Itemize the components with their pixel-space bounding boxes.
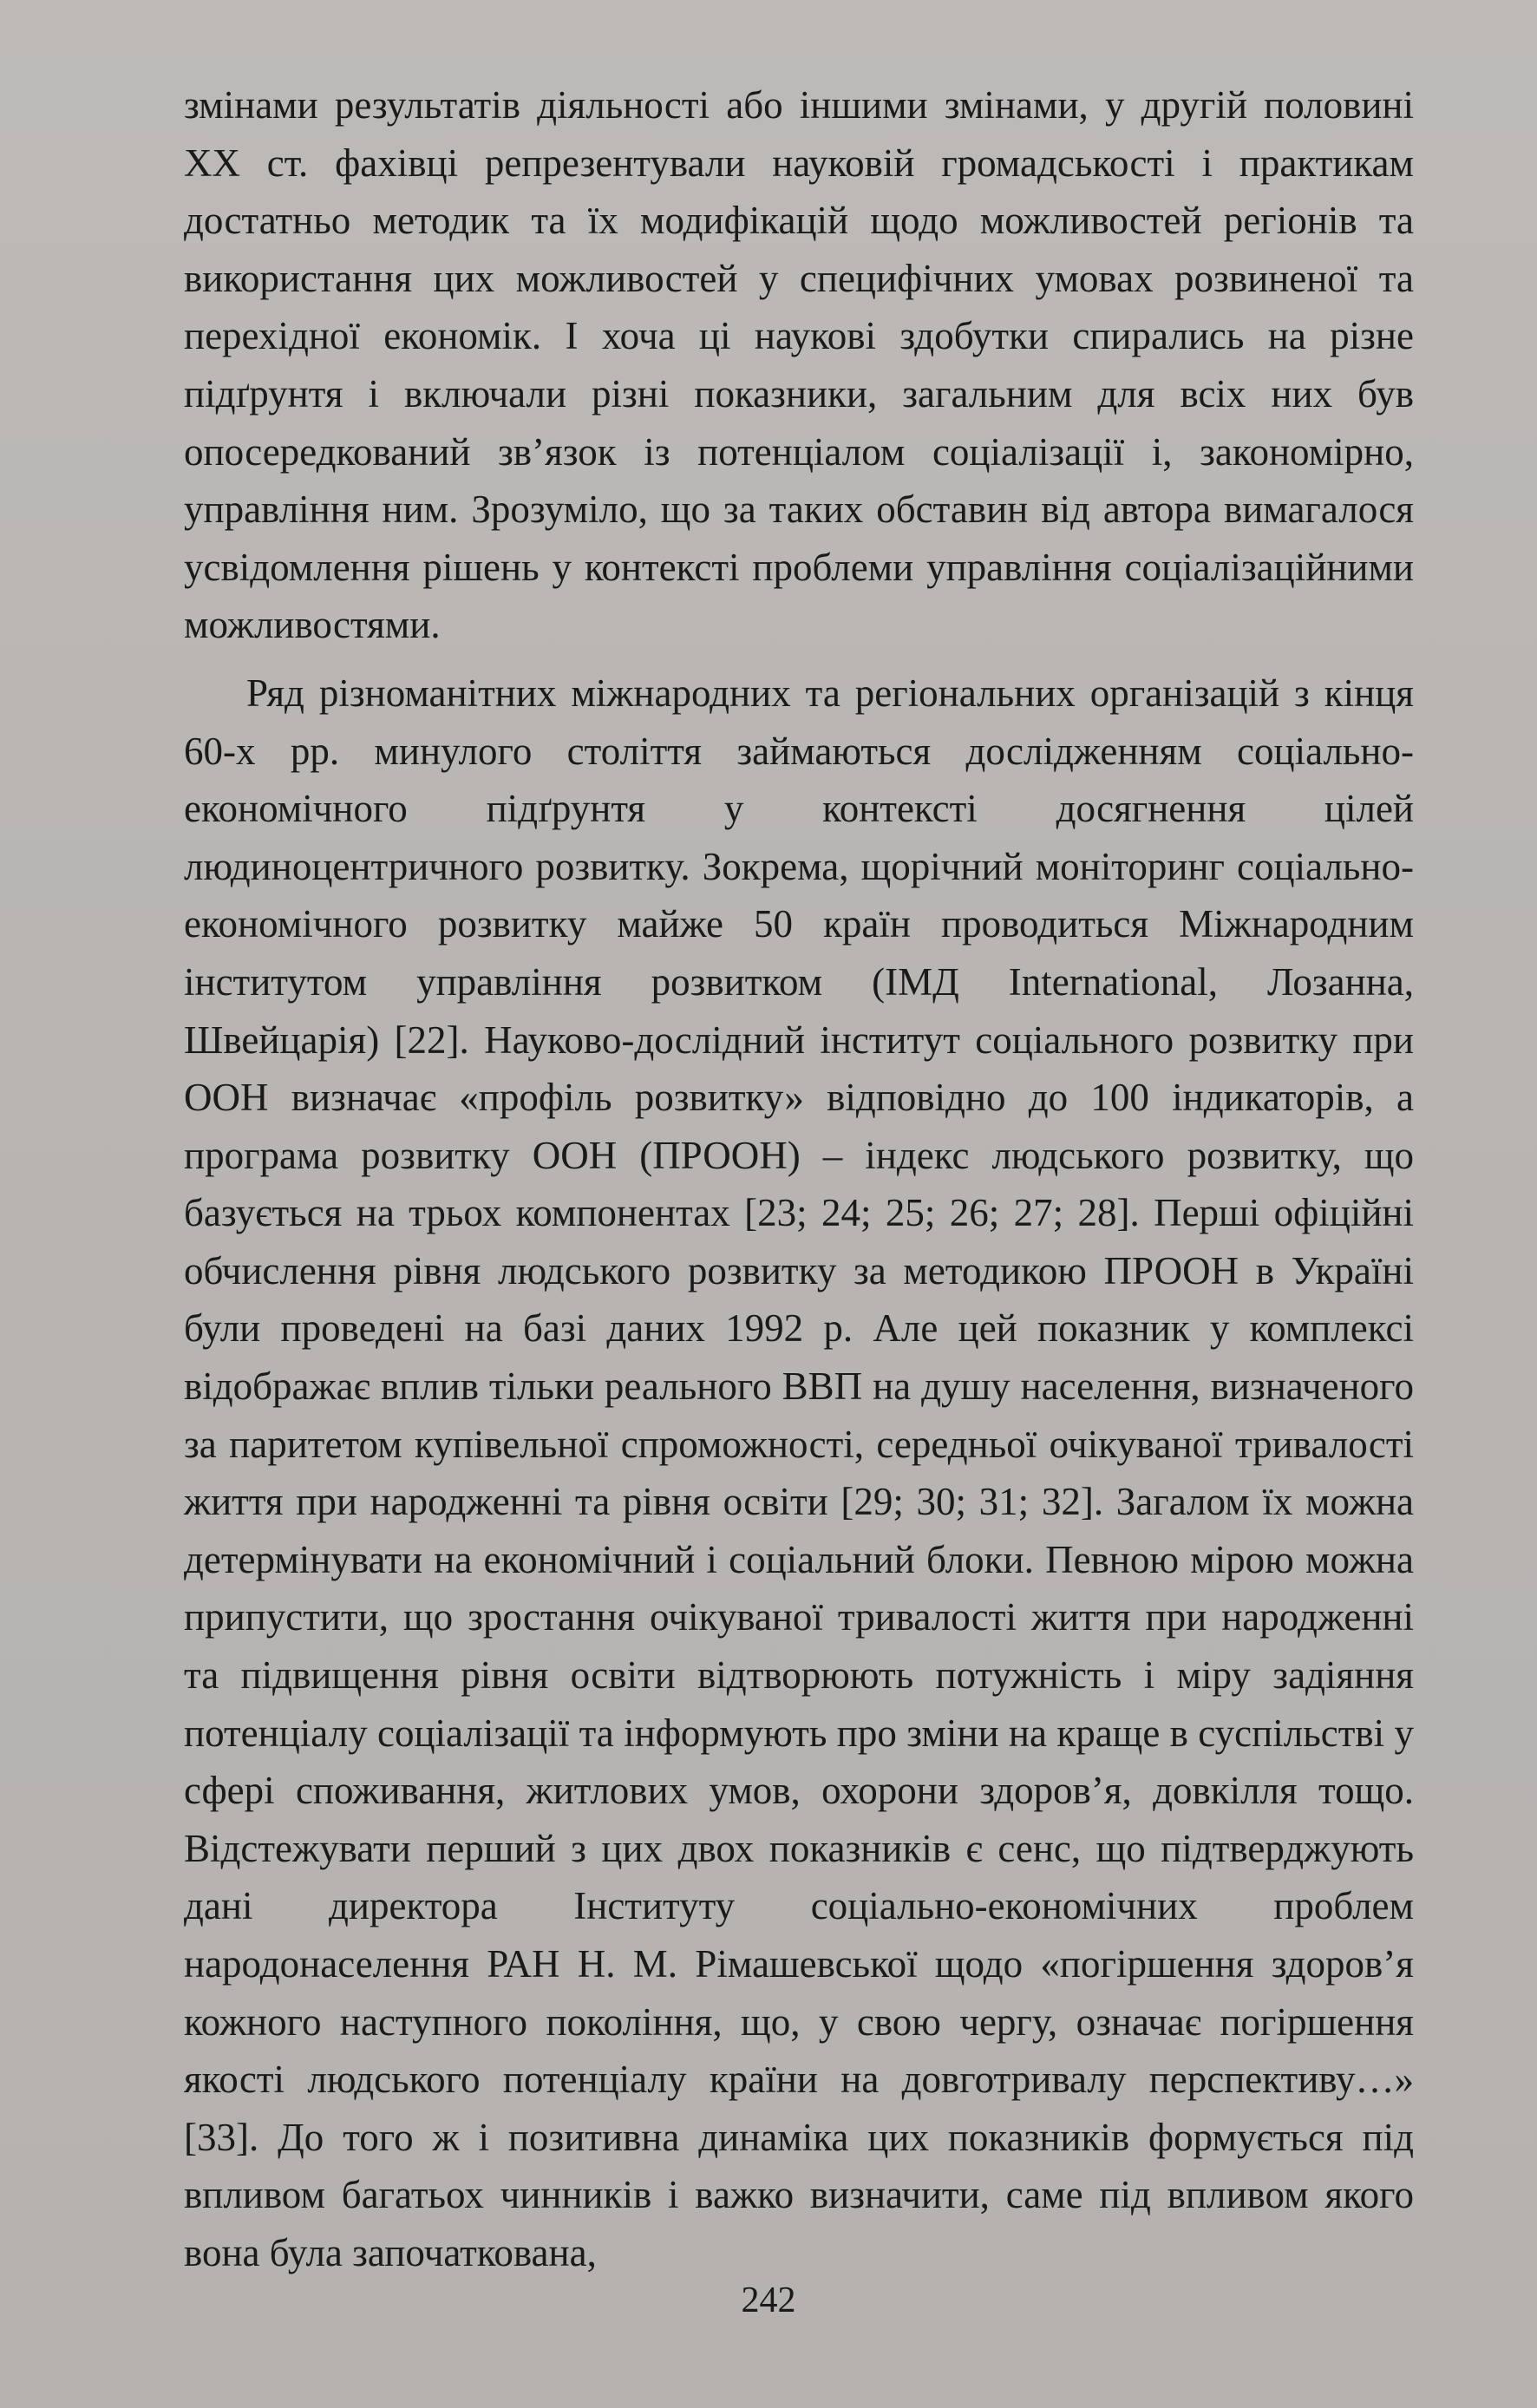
paragraph-continuation: змінами результатів діяльності або іншими змінами, у другій половині XX ст. фахівці репрезентували науковій громадськості і практикам достатньо методик та їх модифікацій щодо можливостей регіонів та використання цих можливостей у специфічних умовах розвиненої та перехідної економік. І хоча ці наукові здобутки спирались на різне підґрунтя і включали різні показники, загальним для всіх них був опосередкований зв’язок із потенціалом соціалізації і, закономірно, управління ним. Зрозуміло, що за таких обставин від автора вимагалося усвідомлення рішень у контексті проблеми управління соціалізаційними можливостями. bbox=[184, 83, 1414, 647]
paragraph-organizations: Ряд різноманітних міжнародних та регіональних організацій з кінця 60-х рр. минулого століття займаються дослідженням соціально-економічного підґрунтя у контексті досягнення цілей людиноцентричного розвитку. Зокрема, щорічний моніторинг соціально-економічного розвитку майже 50 країн проводиться Міжнародним інститутом управління розвитком (IМД International, Лозанна, Швейцарія) [22]. Науково-дослідний інститут соціального розвитку при ООН визначає «профіль розвитку» відповідно до 100 індикаторів, а програма розвитку ООН (ПРООН) – індекс людського розвитку, що базується на трьох компонентах [23; 24; 25; 26; 27; 28]. Перші офіційні обчислення рівня людського розвитку за методикою ПРООН в Україні були проведені на базі даних 1992 р. Але цей показник у комплексі відображає вплив тільки реального ВВП на душу населення, визначеного за паритетом купівельної спроможності, середньої очікуваної тривалості життя при народженні та рівня освіти [29; 30; 31; 32]. Загалом їх можна детермінувати на економічний і соціальний блоки. Певною мірою можна припустити, що зростання очікуваної тривалості життя при народженні та підвищення рівня освіти відтворюють потужність і міру задіяння потенціалу соціалізації та інформують про зміни на краще в суспільстві у сфері споживання, житлових умов, охорони здоров’я, довкілля тощо. Відстежувати перший з цих двох показників є сенс, що підтверджують дані директора Інституту соціально-економічних проблем народонаселення РАН Н. М. Рімашевської щодо «погіршення здоров’я кожного наступного покоління, що, у свою чергу, означає погіршення якості людського потенціалу країни на довготривалу перспективу…» [33]. До того ж і позитивна динаміка цих показників формується під впливом багатьох чинників і важко визначити, саме під впливом якого вона була започаткована, bbox=[184, 671, 1414, 2274]
page-number: 242 bbox=[741, 2280, 796, 2320]
body-text bbox=[184, 76, 1414, 2282]
